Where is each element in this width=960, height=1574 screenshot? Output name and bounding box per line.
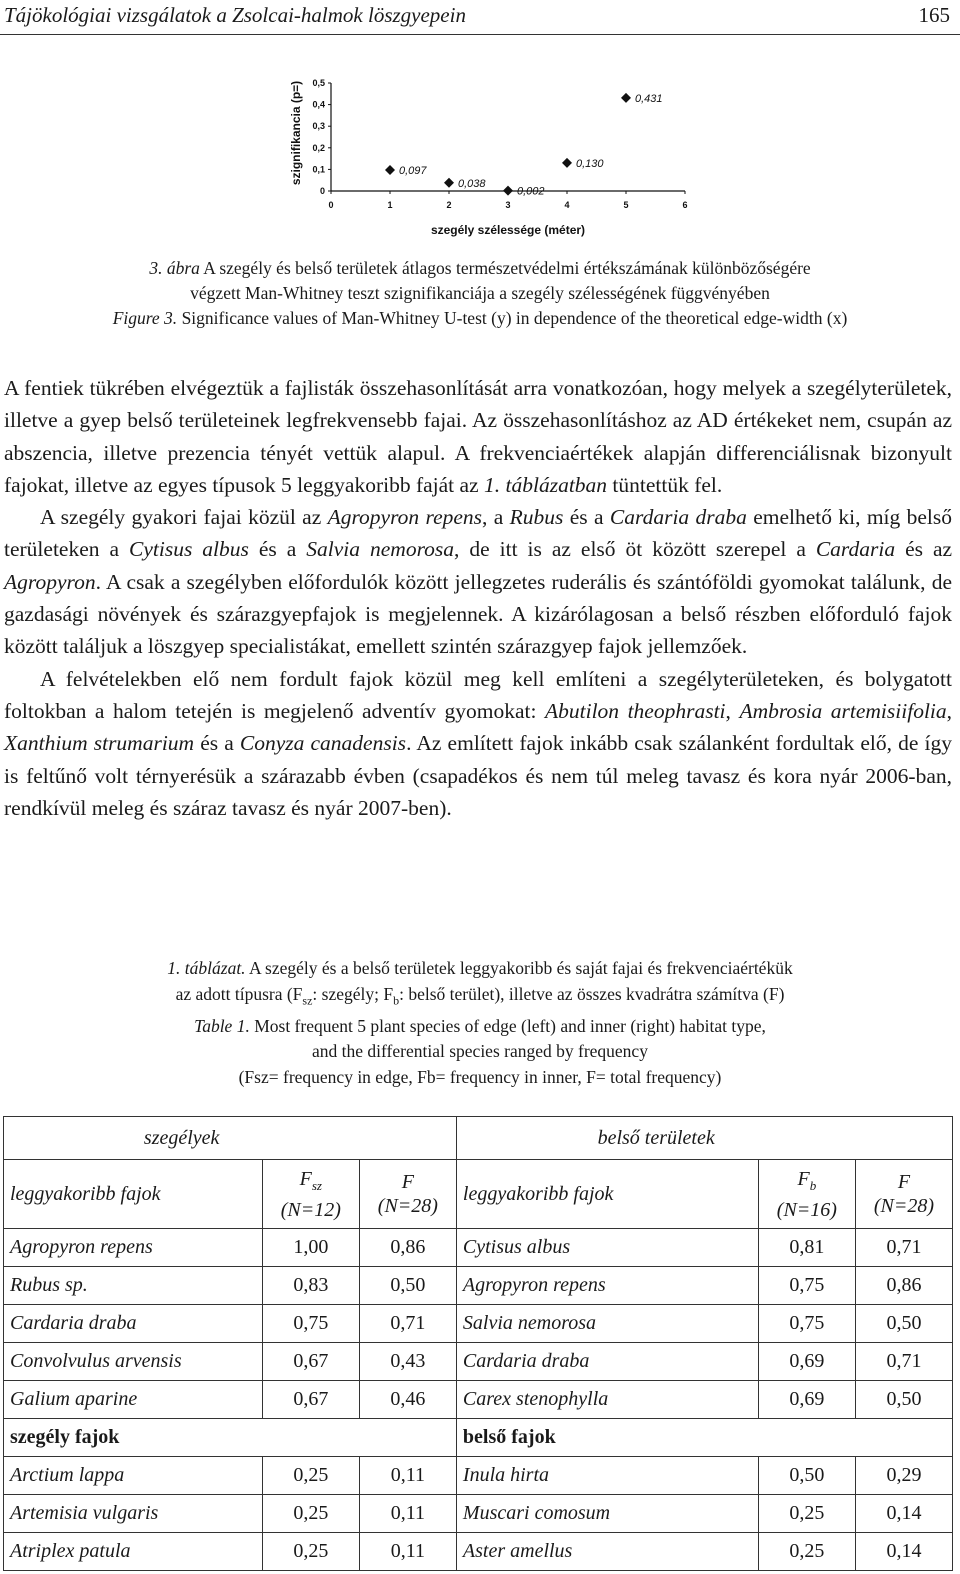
x-axis-label: szegély szélessége (méter) (430, 223, 586, 237)
text-run: Agropyron (4, 569, 96, 594)
data-label: 0,038 (458, 177, 486, 190)
table-row (4, 1229, 953, 1267)
table-group-header-row (4, 1117, 953, 1160)
f-left-value: 0,71 (359, 1305, 456, 1343)
x-tick-label: 3 (505, 200, 511, 210)
species-right: Inula hirta (456, 1457, 758, 1495)
species-right: Aster amellus (456, 1533, 758, 1571)
table-row (4, 1343, 953, 1381)
fsz-value: 0,67 (262, 1343, 359, 1381)
y-tick-label: 0,4 (312, 99, 325, 110)
fsz-value: 0,67 (262, 1381, 359, 1419)
f-right-value: 0,50 (855, 1381, 952, 1419)
fb-value: 0,69 (758, 1381, 855, 1419)
text-run: , (725, 698, 740, 723)
body-paragraph-1 (4, 372, 952, 501)
species-right: Salvia nemorosa (456, 1305, 758, 1343)
data-label: 0,130 (576, 157, 604, 170)
text-run: Cytisus albus (129, 537, 249, 562)
text-run: . A csak a szegélyben előfordulók között jellegzetes ruderális és szántóföldi gyomokat találunk, de gazdasági növények és szárazgyepfajok is megjelennek. A kizárólagosan a belső részben előforduló fajok között találjuk a löszgyep specialistákat, emellett szintén szárazgyep fajok jellemzőek. (4, 569, 952, 659)
group-header-right-spacer (855, 1117, 952, 1160)
text-run: Conyza canadensis (239, 731, 407, 756)
table-body-top (4, 1229, 953, 1419)
table-column-header-row (4, 1160, 953, 1229)
text-run: Xanthium strumarium (4, 731, 195, 756)
y-tick-label: 0,2 (312, 142, 325, 153)
f-right-value: 0,14 (855, 1495, 952, 1533)
text-run: Cardaria (815, 537, 896, 562)
table-row (4, 1457, 953, 1495)
f-right-value: 0,71 (855, 1229, 952, 1267)
figure-caption-hu-2: végzett Man-Whitney teszt szignifikanciája a szegély szélességének függvényében (190, 283, 770, 303)
running-title: Tájökológiai vizsgálatok a Zsolcai-halmok löszgyepein (4, 3, 466, 27)
table-label-hu: 1. táblázat. (167, 958, 246, 978)
col-header-species-right: leggyakoribb fajok (456, 1160, 758, 1229)
text-run: és az (895, 537, 953, 562)
col-fsz-sub: sz (311, 1177, 322, 1193)
fb-value: 0,75 (758, 1305, 855, 1343)
y-tick-label: 0,1 (312, 164, 325, 175)
table-label-en: Table 1. (194, 1015, 250, 1036)
text-run: Agropyron repens (327, 505, 483, 530)
col-header-fb (758, 1160, 855, 1229)
fb-value: 0,81 (758, 1229, 855, 1267)
y-tick-label: 0,3 (312, 121, 325, 132)
table-caption-hu-text-1: A szegély és a belső területek leggyakoribb és saját fajai és frekvenciaértékük (245, 958, 793, 978)
species-right: Carex stenophylla (456, 1381, 758, 1419)
figure-label-hu: 3. ábra (149, 258, 200, 278)
text-run: Cardaria draba (609, 505, 747, 530)
fb-value: 0,75 (758, 1267, 855, 1305)
col-header-fsz (262, 1160, 359, 1229)
figure-label-en: Figure 3. (112, 308, 178, 328)
col-fb-f: F (797, 1167, 810, 1190)
text-run: és a (194, 731, 240, 756)
text-run: Rubus (509, 505, 564, 530)
data-point (562, 158, 572, 168)
table-caption-en-3: (Fsz= frequency in edge, Fb= frequency in inner, F= total frequency) (238, 1066, 722, 1087)
text-run: A szegély gyakori fajai közül az (40, 505, 328, 530)
text-run: Abutilon theophrasti (545, 698, 726, 723)
f-right-value: 0,50 (855, 1305, 952, 1343)
figure-caption-en-text: Significance values of Man-Whitney U-test (y) in dependence of the theoretical edge-width (x) (177, 308, 848, 328)
table-caption-en-1 (0, 1014, 960, 1040)
f-right-value: 0,86 (855, 1267, 952, 1305)
text-run: 1. táblázatban (484, 472, 608, 497)
table-group-label-row (4, 1419, 953, 1457)
fb-value: 0,25 (758, 1495, 855, 1533)
text-run: és a (563, 505, 610, 530)
text-run: A fentiek tükrében elvégeztük a fajlisták összehasonlítását arra vonatkozóan, hogy melyek a szegélyterületek, illetve a gyep belső területeinek legfrekvensebb fajai. Az összehasonlításhoz az AD értékeket nem, csupán az abszencia, illetve prezencia tényét vettük alapul. A frekvenciaértékek alapján differenciálisnak bizonyult fajokat, illetve az egyes típusok 5 leggyakoribb faját az (4, 376, 952, 497)
species-left: Convolvulus arvensis (4, 1343, 263, 1381)
table-row (4, 1381, 953, 1419)
x-tick-label: 5 (623, 200, 629, 210)
fsz-value: 0,83 (262, 1267, 359, 1305)
x-tick-label: 6 (682, 200, 688, 210)
text-run: , a (482, 505, 510, 530)
text-run: Ambrosia artemisiifolia (739, 698, 947, 723)
fsz-value: 1,00 (262, 1229, 359, 1267)
table-row (4, 1267, 953, 1305)
frequency-table (3, 1116, 953, 1571)
species-left: Arctium lappa (4, 1457, 263, 1495)
data-label: 0,097 (399, 165, 427, 178)
species-right: Cardaria draba (456, 1343, 758, 1381)
col-f-left-f: F (401, 1171, 414, 1193)
text-run: , (946, 698, 953, 723)
species-left: Rubus sp. (4, 1267, 263, 1305)
f-left-value: 0,11 (359, 1495, 456, 1533)
table-caption-en-text-1: Most frequent 5 plant species of edge (left) and inner (right) habitat type, (249, 1015, 766, 1036)
page-number: 165 (918, 3, 950, 27)
fsz-value: 0,75 (262, 1305, 359, 1343)
text-run: , de itt is az első öt között szerepel a (454, 537, 816, 562)
text-run: A felvételekben elő nem fordult fajok közül meg kell említeni a szegélyterületeken, és bolygatott foltokban a halom tetején is megjelenő adventív gyomokat: (4, 666, 952, 723)
col-fsz-f: F (299, 1167, 312, 1190)
text-run: emelhető ki, míg belső területeken a (4, 505, 953, 562)
group-header-left: szegélyek (4, 1117, 360, 1160)
table-caption-hu-2 (0, 982, 960, 1014)
text-run: tüntettük fel. (607, 472, 723, 497)
figure-caption-hu-1 (0, 256, 960, 281)
f-right-value: 0,14 (855, 1533, 952, 1571)
body-text (4, 372, 952, 824)
group-header-left-spacer (359, 1117, 456, 1160)
species-left: Artemisia vulgaris (4, 1495, 263, 1533)
x-tick-label: 0 (328, 200, 334, 210)
col-fsz-n: (N=12) (280, 1198, 341, 1221)
table-caption-en-2: and the differential species ranged by frequency (312, 1041, 648, 1061)
y-axis-label: szignifikancia (p=) (289, 80, 303, 186)
f-left-value: 0,11 (359, 1457, 456, 1495)
col-f-right-f: F (897, 1171, 911, 1193)
table-caption-hu-1 (0, 956, 960, 982)
col-header-f-left (359, 1160, 456, 1229)
fsz-value: 0,25 (262, 1495, 359, 1533)
fsz-value: 0,25 (262, 1533, 359, 1571)
tc-hu2-sub1: sz (302, 993, 313, 1007)
y-tick-label: 0 (319, 186, 325, 196)
group-header-right: belső területek (456, 1117, 855, 1160)
data-point (621, 93, 631, 103)
col-fb-sub: b (809, 1177, 817, 1193)
body-paragraph-2 (4, 501, 952, 662)
group-label-right: belső fajok (456, 1419, 952, 1457)
species-left: Cardaria draba (4, 1305, 263, 1343)
col-header-f-right (855, 1160, 952, 1229)
species-left: Agropyron repens (4, 1229, 263, 1267)
species-left: Atriplex patula (4, 1533, 263, 1571)
figure-caption-en (0, 306, 960, 331)
f-right-value: 0,29 (855, 1457, 952, 1495)
data-label: 0,431 (635, 92, 663, 105)
data-point (385, 165, 395, 175)
table-body-bottom (4, 1457, 953, 1571)
fb-value: 0,50 (758, 1457, 855, 1495)
species-right: Muscari comosum (456, 1495, 758, 1533)
fsz-value: 0,25 (262, 1457, 359, 1495)
f-left-value: 0,46 (359, 1381, 456, 1419)
species-left: Galium aparine (4, 1381, 263, 1419)
tc-hu2-a: az adott típusra (F (175, 983, 303, 1004)
fb-value: 0,25 (758, 1533, 855, 1571)
species-right: Cytisus albus (456, 1229, 758, 1267)
f-left-value: 0,50 (359, 1267, 456, 1305)
figure-caption (0, 256, 960, 331)
y-tick-label: 0,5 (312, 78, 325, 88)
fb-value: 0,69 (758, 1343, 855, 1381)
col-f-right-n: (N=28) (873, 1195, 935, 1217)
col-header-species-left: leggyakoribb fajok (4, 1160, 263, 1229)
table-row (4, 1495, 953, 1533)
tc-hu2-b: : szegély; F (312, 983, 394, 1004)
body-paragraph-3 (4, 663, 952, 824)
f-right-value: 0,71 (855, 1343, 952, 1381)
f-left-value: 0,11 (359, 1533, 456, 1571)
figure-caption-hu-text-1: A szegély és belső területek átlagos természetvédelmi értékszámának különbözőségére (199, 258, 811, 278)
col-f-left-n: (N=28) (377, 1195, 438, 1217)
x-tick-label: 1 (387, 200, 393, 210)
data-point (503, 186, 513, 196)
table-row (4, 1533, 953, 1571)
table-caption (0, 956, 960, 1090)
x-tick-label: 2 (446, 200, 452, 210)
table-row (4, 1305, 953, 1343)
data-point (444, 178, 454, 188)
text-run: . Az említett fajok inkább csak szálanként fordultak elő, de így is feltűnő volt térnyerésük a szárazabb évben (csapadékos és nem túl meleg tavasz és kora nyár 2006-ban, rendkívül meleg és száraz tavasz és nyár 2007-ben). (4, 731, 953, 820)
group-label-left: szegély fajok (4, 1419, 457, 1457)
f-left-value: 0,43 (359, 1343, 456, 1381)
text-run: és a (248, 537, 307, 562)
f-left-value: 0,86 (359, 1229, 456, 1267)
running-header (0, 0, 960, 35)
significance-chart (288, 70, 708, 242)
col-fb-n: (N=16) (776, 1198, 837, 1221)
tc-hu2-c: : belső terület), illetve az összes kvadrátra számítva (F) (399, 983, 785, 1004)
tc-hu2-sub2: b (393, 993, 400, 1007)
text-run: Salvia nemorosa (306, 537, 455, 562)
x-tick-label: 4 (564, 200, 570, 210)
species-right: Agropyron repens (456, 1267, 758, 1305)
data-label: 0,002 (517, 185, 545, 198)
